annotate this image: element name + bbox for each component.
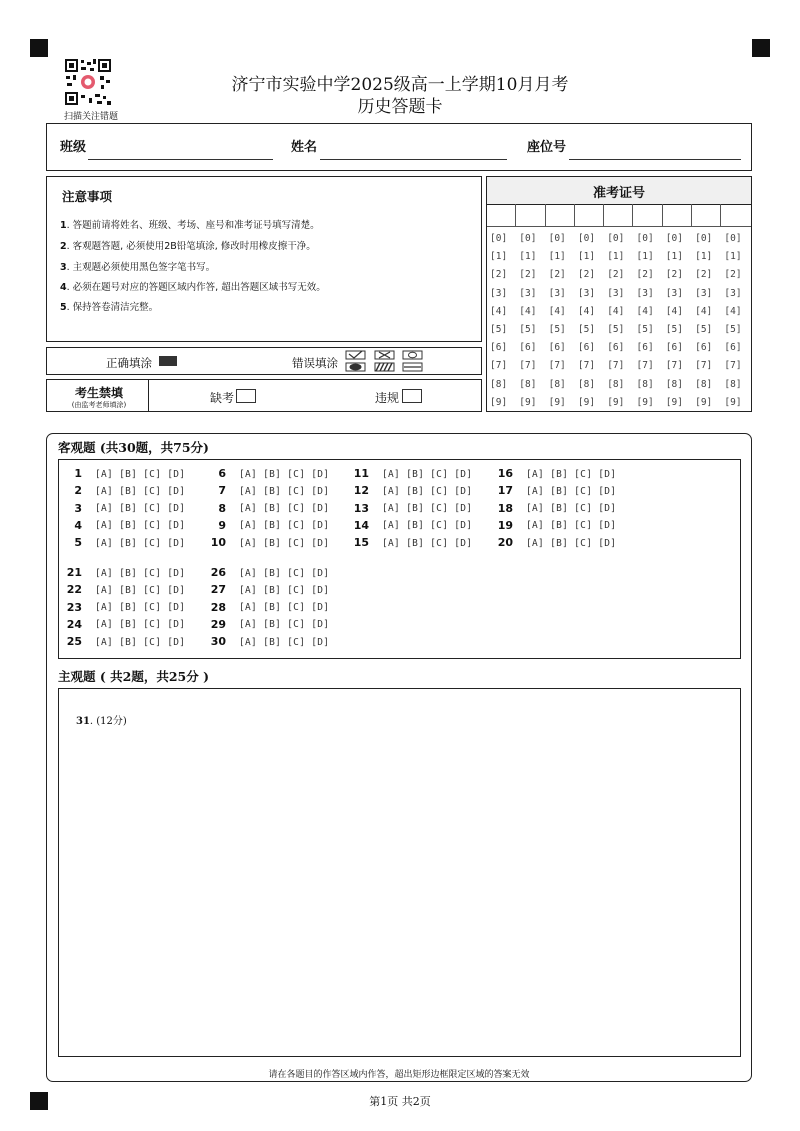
answer-option-bubbles[interactable]: [A] [B] [C] [D] xyxy=(239,636,330,648)
question-number: 25 xyxy=(66,635,82,649)
exam-id-digit-bubble[interactable]: [9] xyxy=(548,396,566,408)
exam-id-digit-bubble[interactable]: [6] xyxy=(665,342,683,354)
class-field[interactable] xyxy=(88,159,273,160)
exam-id-digit-bubble[interactable]: [6] xyxy=(695,342,713,354)
exam-id-column-divider xyxy=(692,204,721,227)
question-number: 28 xyxy=(210,600,226,614)
answer-option-bubbles[interactable]: [A] [B] [C] [D] xyxy=(239,503,330,515)
question-number: 26 xyxy=(210,566,226,579)
exam-id-digit-bubble[interactable]: [1] xyxy=(724,251,742,263)
exam-id-column-divider xyxy=(575,204,604,227)
exam-id-digit-bubble[interactable]: [6] xyxy=(519,342,537,354)
exam-id-digit-bubble[interactable]: [4] xyxy=(577,305,596,317)
exam-id-digit-bubble[interactable]: [0] xyxy=(695,233,713,244)
qr-caption: 扫描关注错题 xyxy=(63,112,118,122)
exam-id-digit-bubble[interactable]: [3] xyxy=(519,287,537,299)
notice-title: 注意事项 xyxy=(62,189,113,204)
exam-id-digit-bubble[interactable]: [7] xyxy=(636,360,654,372)
forbidden-subtitle: (由监考老师填涂) xyxy=(71,401,127,409)
answer-option-bubbles[interactable]: [A] [B] [C] [D] xyxy=(382,503,473,515)
notice-item-5: 5. 保持答卷清洁完整。 xyxy=(60,302,159,313)
question-31-score: . (12分) xyxy=(89,716,127,727)
question-number: 20 xyxy=(497,536,513,550)
exam-id-digit-bubble[interactable]: [2] xyxy=(665,269,683,281)
answer-option-bubbles[interactable]: [A] [B] [C] [D] xyxy=(526,503,617,515)
question-number: 15 xyxy=(353,536,369,550)
exam-id-digit-bubble[interactable]: [7] xyxy=(695,360,713,372)
exam-id-digit-bubble[interactable]: [0] xyxy=(490,233,508,244)
question-number: 11 xyxy=(353,467,369,480)
answer-option-bubbles[interactable]: [A] [B] [C] [D] xyxy=(95,537,186,549)
exam-id-digit-bubble[interactable]: [6] xyxy=(636,342,654,354)
exam-id-digit-bubble[interactable]: [2] xyxy=(695,269,713,281)
question-number: 30 xyxy=(210,635,226,649)
exam-id-digit-bubble[interactable]: [7] xyxy=(490,360,508,372)
answer-option-bubbles[interactable]: [A] [B] [C] [D] xyxy=(95,619,186,631)
question-number: 12 xyxy=(353,484,369,498)
exam-id-digit-bubble[interactable]: [0] xyxy=(636,233,654,244)
exam-id-digit-bubble[interactable]: [3] xyxy=(607,287,625,299)
exam-id-digit-bubble[interactable]: [9] xyxy=(695,396,713,408)
question-number: 14 xyxy=(353,518,369,532)
exam-id-digit-bubble[interactable]: [8] xyxy=(724,378,742,390)
exam-id-digit-bubble[interactable]: [3] xyxy=(490,287,508,299)
wrong-fill-marks-icon xyxy=(345,350,425,374)
exam-id-digit-bubble[interactable]: [0] xyxy=(577,233,596,244)
exam-id-column-divider xyxy=(516,204,545,227)
exam-id-column-divider xyxy=(634,204,663,227)
answer-option-bubbles[interactable]: [A] [B] [C] [D] xyxy=(95,468,186,480)
exam-id-digit-bubble[interactable]: [6] xyxy=(607,342,625,354)
answer-option-bubbles[interactable]: [A] [B] [C] [D] xyxy=(382,485,473,497)
exam-id-digit-bubble[interactable]: [9] xyxy=(519,396,537,408)
exam-id-digit-bubble[interactable]: [9] xyxy=(724,396,742,408)
question-number: 27 xyxy=(210,583,226,597)
exam-title: 济宁市实验中学2025级高一上学期10月月考 xyxy=(231,75,569,95)
exam-id-digit-bubble[interactable]: [4] xyxy=(607,305,625,317)
exam-id-digit-bubble[interactable]: [2] xyxy=(548,269,566,281)
exam-id-digit-bubble[interactable]: [7] xyxy=(548,360,566,372)
notice-item-4: 4. 必须在题号对应的答题区域内作答, 超出答题区域书写无效。 xyxy=(60,282,326,293)
exam-id-digit-bubble[interactable]: [6] xyxy=(548,342,566,354)
exam-id-digit-bubble[interactable]: [2] xyxy=(724,269,742,281)
answer-option-bubbles[interactable]: [A] [B] [C] [D] xyxy=(239,520,330,532)
question-number: 1 xyxy=(74,467,82,480)
exam-id-digit-bubble[interactable]: [0] xyxy=(548,233,566,244)
objective-title: 客观题 (共30题，共75分) xyxy=(58,440,209,455)
question-number: 22 xyxy=(66,583,82,597)
answer-option-bubbles[interactable]: [A] [B] [C] [D] xyxy=(95,520,186,532)
notice-item-1: 1. 答题前请将姓名、班级、考场、座号和准考证号填写清楚。 xyxy=(60,220,320,231)
exam-id-digit-bubble[interactable]: [8] xyxy=(665,378,683,390)
corner-marker-top-left xyxy=(30,39,48,57)
exam-id-digit-bubble[interactable]: [7] xyxy=(577,360,596,372)
question-number: 10 xyxy=(210,536,226,550)
answer-option-bubbles[interactable]: [A] [B] [C] [D] xyxy=(239,485,330,497)
exam-id-digit-bubble[interactable]: [1] xyxy=(607,251,625,263)
absent-label: 缺考 xyxy=(210,391,235,405)
corner-marker-top-right xyxy=(752,39,770,57)
question-number: 4 xyxy=(74,518,82,532)
exam-id-digit-bubble[interactable]: [5] xyxy=(636,324,654,335)
exam-id-digit-bubble[interactable]: [5] xyxy=(695,324,713,335)
exam-id-digit-bubble[interactable]: [1] xyxy=(636,251,654,263)
question-number: 19 xyxy=(497,518,513,532)
exam-id-digit-bubble[interactable]: [1] xyxy=(490,251,508,263)
exam-id-digit-bubble[interactable]: [5] xyxy=(607,324,625,335)
question-number: 7 xyxy=(218,484,226,498)
exam-id-digit-bubble[interactable]: [2] xyxy=(636,269,654,281)
exam-id-digit-bubble[interactable]: [3] xyxy=(665,287,683,299)
exam-id-column-divider xyxy=(487,204,516,227)
violation-label: 违规 xyxy=(375,391,400,405)
answer-option-bubbles[interactable]: [A] [B] [C] [D] xyxy=(526,468,617,480)
exam-id-digit-bubble[interactable]: [1] xyxy=(548,251,566,263)
seat-field[interactable] xyxy=(569,159,741,160)
exam-id-digit-bubble[interactable]: [0] xyxy=(724,233,742,244)
answer-option-bubbles[interactable]: [A] [B] [C] [D] xyxy=(95,503,186,515)
exam-id-digit-bubble[interactable]: [6] xyxy=(724,342,742,354)
answer-option-bubbles[interactable]: [A] [B] [C] [D] xyxy=(239,619,330,631)
question-number: 21 xyxy=(66,566,82,579)
exam-id-digit-bubble[interactable]: [6] xyxy=(490,342,508,354)
question-number: 9 xyxy=(218,518,226,532)
exam-subtitle: 历史答题卡 xyxy=(357,97,443,117)
exam-id-digit-bubble[interactable]: [9] xyxy=(636,396,654,408)
exam-id-digit-bubble[interactable]: [9] xyxy=(577,396,596,408)
question-number: 6 xyxy=(218,467,226,480)
exam-id-digit-bubble[interactable]: [7] xyxy=(724,360,742,372)
question-number: 17 xyxy=(497,484,513,498)
exam-id-title: 准考证号 xyxy=(592,186,645,201)
question-number: 29 xyxy=(210,617,226,631)
question-31-label xyxy=(76,712,127,727)
question-number: 23 xyxy=(66,600,82,614)
name-label: 姓名 xyxy=(291,140,318,155)
question-number: 18 xyxy=(497,501,513,515)
question-number: 3 xyxy=(74,501,82,515)
question-number: 24 xyxy=(66,617,82,631)
exam-id-digit-bubble[interactable]: [8] xyxy=(695,378,713,390)
exam-id-digit-bubble[interactable]: [4] xyxy=(695,305,713,317)
exam-id-digit-bubble[interactable]: [4] xyxy=(636,305,654,317)
answer-option-bubbles[interactable]: [A] [B] [C] [D] xyxy=(239,468,330,480)
exam-id-digit-bubble[interactable]: [0] xyxy=(665,233,683,244)
violation-checkbox[interactable] xyxy=(402,389,422,403)
answer-option-bubbles[interactable]: [A] [B] [C] [D] xyxy=(239,584,330,596)
exam-id-digit-bubble[interactable]: [8] xyxy=(548,378,566,390)
exam-id-digit-bubble[interactable]: [5] xyxy=(548,324,566,335)
exam-id-digit-bubble[interactable]: [3] xyxy=(636,287,654,299)
answer-option-bubbles[interactable]: [A] [B] [C] [D] xyxy=(95,636,186,648)
name-field[interactable] xyxy=(320,159,507,160)
exam-id-digit-bubble[interactable]: [2] xyxy=(577,269,596,281)
exam-id-column-divider xyxy=(604,204,633,227)
exam-id-digit-bubble[interactable]: [5] xyxy=(519,324,537,335)
exam-id-digit-bubble[interactable]: [3] xyxy=(695,287,713,299)
correct-fill-mark xyxy=(159,356,177,366)
seat-label: 座位号 xyxy=(527,140,567,155)
answer-option-bubbles[interactable]: [A] [B] [C] [D] xyxy=(526,485,617,497)
subjective-title: 主观题 ( 共2题，共25分 ) xyxy=(58,669,209,684)
exam-id-digit-bubble[interactable]: [2] xyxy=(519,269,537,281)
exam-id-digit-bubble[interactable]: [3] xyxy=(724,287,742,299)
correct-fill-label: 正确填涂 xyxy=(106,356,152,370)
forbidden-divider xyxy=(148,379,149,412)
question-number: 8 xyxy=(218,501,226,515)
answer-option-bubbles[interactable]: [A] [B] [C] [D] xyxy=(95,602,186,614)
exam-id-digit-bubble[interactable]: [4] xyxy=(665,305,683,317)
exam-id-column-divider xyxy=(546,204,575,227)
answer-option-bubbles[interactable]: [A] [B] [C] [D] xyxy=(95,584,186,596)
exam-id-digit-bubble[interactable]: [4] xyxy=(548,305,566,317)
qr-code-icon[interactable] xyxy=(64,58,112,106)
exam-id-digit-bubble[interactable]: [5] xyxy=(665,324,683,335)
exam-id-digit-bubble[interactable]: [8] xyxy=(519,378,537,390)
student-info-box xyxy=(46,123,752,171)
exam-id-digit-bubble[interactable]: [2] xyxy=(607,269,625,281)
exam-id-digit-bubble[interactable]: [1] xyxy=(695,251,713,263)
exam-id-digit-bubble[interactable]: [7] xyxy=(607,360,625,372)
answer-option-bubbles[interactable]: [A] [B] [C] [D] xyxy=(382,468,473,480)
subjective-answer-box[interactable] xyxy=(58,688,741,1057)
exam-id-digit-bubble[interactable]: [5] xyxy=(577,324,596,335)
exam-id-digit-bubble[interactable]: [0] xyxy=(519,233,537,244)
footer-notice: 请在各题目的作答区域内作答，超出矩形边框限定区域的答案无效 xyxy=(268,1070,530,1080)
absent-checkbox[interactable] xyxy=(236,389,256,403)
answer-option-bubbles[interactable]: [A] [B] [C] [D] xyxy=(239,537,330,549)
forbidden-title: 考生禁填 xyxy=(74,386,123,400)
exam-id-column-divider xyxy=(663,204,692,227)
answer-option-bubbles[interactable]: [A] [B] [C] [D] xyxy=(526,520,617,532)
question-number: 16 xyxy=(497,467,513,480)
exam-id-digit-bubble[interactable]: [4] xyxy=(724,305,742,317)
exam-id-digit-bubble[interactable]: [8] xyxy=(636,378,654,390)
notice-item-3: 3. 主观题必须使用黑色签字笔书写。 xyxy=(60,262,216,273)
exam-id-digit-bubble[interactable]: [3] xyxy=(577,287,596,299)
notice-item-2: 2. 客观题答题, 必须使用2B铅笔填涂, 修改时用橡皮擦干净。 xyxy=(60,241,316,252)
exam-id-digit-bubble[interactable]: [8] xyxy=(490,378,508,390)
answer-option-bubbles[interactable]: [A] [B] [C] [D] xyxy=(239,602,330,614)
answer-option-bubbles[interactable]: [A] [B] [C] [D] xyxy=(382,520,473,532)
question-number: 13 xyxy=(353,501,369,515)
answer-option-bubbles[interactable]: [A] [B] [C] [D] xyxy=(95,485,186,497)
exam-id-digit-bubble[interactable]: [6] xyxy=(577,342,596,354)
wrong-fill-label: 错误填涂 xyxy=(292,356,338,370)
answer-option-bubbles[interactable]: [A] [B] [C] [D] xyxy=(239,567,330,579)
exam-id-digit-bubble[interactable]: [1] xyxy=(577,251,596,263)
exam-id-digit-bubble[interactable]: [9] xyxy=(490,396,508,408)
exam-id-digit-bubble[interactable]: [1] xyxy=(519,251,537,263)
exam-id-digit-bubble[interactable]: [8] xyxy=(607,378,625,390)
exam-id-digit-bubble[interactable]: [9] xyxy=(665,396,683,408)
exam-id-digit-bubble[interactable]: [4] xyxy=(519,305,537,317)
exam-id-digit-bubble[interactable]: [4] xyxy=(490,305,508,317)
question-number: 5 xyxy=(74,536,82,550)
question-31-number: 31 xyxy=(76,716,90,727)
exam-id-digit-bubble[interactable]: [3] xyxy=(548,287,566,299)
exam-id-digit-bubble[interactable]: [5] xyxy=(490,324,508,335)
exam-id-digit-bubble[interactable]: [7] xyxy=(519,360,537,372)
page-number: 第1页 共2页 xyxy=(369,1095,431,1108)
answer-option-bubbles[interactable]: [A] [B] [C] [D] xyxy=(526,537,617,549)
class-label: 班级 xyxy=(60,140,87,155)
answer-option-bubbles[interactable]: [A] [B] [C] [D] xyxy=(95,567,186,579)
exam-id-digit-bubble[interactable]: [0] xyxy=(607,233,625,244)
exam-id-digit-bubble[interactable]: [9] xyxy=(607,396,625,408)
corner-marker-bottom-left xyxy=(30,1092,48,1110)
exam-id-digit-bubble[interactable]: [7] xyxy=(665,360,683,372)
exam-id-digit-bubble[interactable]: [8] xyxy=(577,378,596,390)
exam-id-digit-bubble[interactable]: [2] xyxy=(490,269,508,281)
exam-id-digit-bubble[interactable]: [5] xyxy=(724,324,742,335)
answer-option-bubbles[interactable]: [A] [B] [C] [D] xyxy=(382,537,473,549)
exam-id-digit-bubble[interactable]: [1] xyxy=(665,251,683,263)
question-number: 2 xyxy=(74,484,82,498)
